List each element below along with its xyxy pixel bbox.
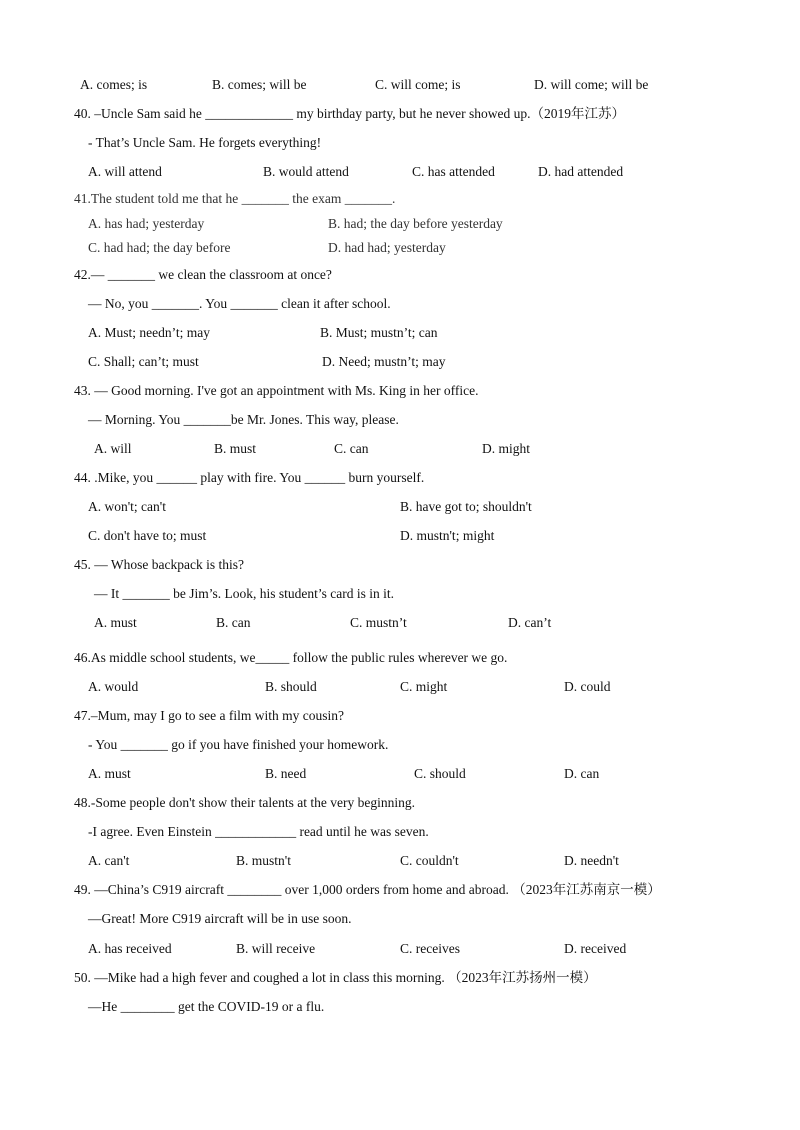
q43-option-b: B. must <box>214 441 257 456</box>
q43-option-c: C. can <box>334 441 369 456</box>
q43-option-a: A. will <box>94 441 132 456</box>
q47-option-a: A. must <box>88 766 131 781</box>
q49-option-c: C. receives <box>400 941 460 956</box>
q42-option-d: D. Need; mustn’t; may <box>322 354 446 369</box>
q41-option-c: C. had had; the day before <box>88 240 231 255</box>
q40-option-d: D. had attended <box>538 164 624 179</box>
q42-option-a: A. Must; needn’t; may <box>88 325 210 340</box>
q49-stem: 49. —China’s C919 aircraft ________ over 1,000 orders from home and abroad. （2023年江苏南京一模） <box>74 882 661 897</box>
q43-stem: 43. — Good morning. I've got an appointment with Ms. King in her office. <box>74 383 479 398</box>
q44-option-a: A. won't; can't <box>88 499 166 514</box>
q45-option-d: D. can’t <box>508 615 552 630</box>
q49-option-d: D. received <box>564 941 627 956</box>
q39-option-d: D. will come; will be <box>534 77 649 92</box>
q44-option-c: C. don't have to; must <box>88 528 207 543</box>
q39-option-a: A. comes; is <box>80 77 148 92</box>
q42-stem: 42.— _______ we clean the classroom at once? <box>74 267 332 282</box>
q40-option-a: A. will attend <box>88 164 162 179</box>
q45-option-c: C. mustn’t <box>350 615 407 630</box>
q45-option-a: A. must <box>94 615 137 630</box>
q48-option-b: B. mustn't <box>236 853 291 868</box>
q49-option-a: A. has received <box>88 941 172 956</box>
q49-reply: —Great! More C919 aircraft will be in use soon. <box>88 911 352 926</box>
q42-option-b: B. Must; mustn’t; can <box>320 325 438 340</box>
q47-option-c: C. should <box>414 766 466 781</box>
q46-option-a: A. would <box>88 679 139 694</box>
q46-option-b: B. should <box>265 679 317 694</box>
q47-reply: - You _______ go if you have finished your homework. <box>88 737 389 752</box>
q46-option-d: D. could <box>564 679 611 694</box>
q39-option-b: B. comes; will be <box>212 77 307 92</box>
q46-stem: 46.As middle school students, we_____ follow the public rules wherever we go. <box>74 650 508 665</box>
q42-reply: — No, you _______. You _______ clean it after school. <box>88 296 391 311</box>
q48-option-c: C. couldn't <box>400 853 459 868</box>
q41-option-d: D. had had; yesterday <box>328 240 446 255</box>
q40-option-b: B. would attend <box>263 164 349 179</box>
q50-stem: 50. —Mike had a high fever and coughed a lot in class this morning. （2023年江苏扬州一模） <box>74 970 597 985</box>
q48-option-a: A. can't <box>88 853 130 868</box>
q45-option-b: B. can <box>216 615 251 630</box>
q39-option-c: C. will come; is <box>375 77 461 92</box>
q41-stem: 41.The student told me that he _______ the exam _______. <box>74 191 396 206</box>
q50-reply: —He ________ get the COVID-19 or a flu. <box>88 999 325 1014</box>
q48-reply: -I agree. Even Einstein ____________ read until he was seven. <box>88 824 429 839</box>
q43-option-d: D. might <box>482 441 531 456</box>
q45-stem: 45. — Whose backpack is this? <box>74 557 244 572</box>
q48-option-d: D. needn't <box>564 853 619 868</box>
q47-option-b: B. need <box>265 766 307 781</box>
q44-option-b: B. have got to; shouldn't <box>400 499 532 514</box>
q42-option-c: C. Shall; can’t; must <box>88 354 199 369</box>
q40-stem: 40. –Uncle Sam said he _____________ my birthday party, but he never showed up.（2019年江苏） <box>74 106 626 121</box>
q44-option-d: D. mustn't; might <box>400 528 495 543</box>
q48-stem: 48.-Some people don't show their talents at the very beginning. <box>74 795 415 810</box>
q46-option-c: C. might <box>400 679 448 694</box>
q40-option-c: C. has attended <box>412 164 495 179</box>
q43-reply: — Morning. You _______be Mr. Jones. This way, please. <box>88 412 399 427</box>
q47-option-d: D. can <box>564 766 600 781</box>
q45-reply: — It _______ be Jim’s. Look, his student’s card is in it. <box>94 586 394 601</box>
q47-stem: 47.–Mum, may I go to see a film with my cousin? <box>74 708 344 723</box>
q49-option-b: B. will receive <box>236 941 316 956</box>
q40-reply: - That’s Uncle Sam. He forgets everything! <box>88 135 322 150</box>
q41-option-a: A. has had; yesterday <box>88 216 205 231</box>
q41-option-b: B. had; the day before yesterday <box>328 216 503 231</box>
q44-stem: 44. .Mike, you ______ play with fire. You ______ burn yourself. <box>74 470 425 485</box>
